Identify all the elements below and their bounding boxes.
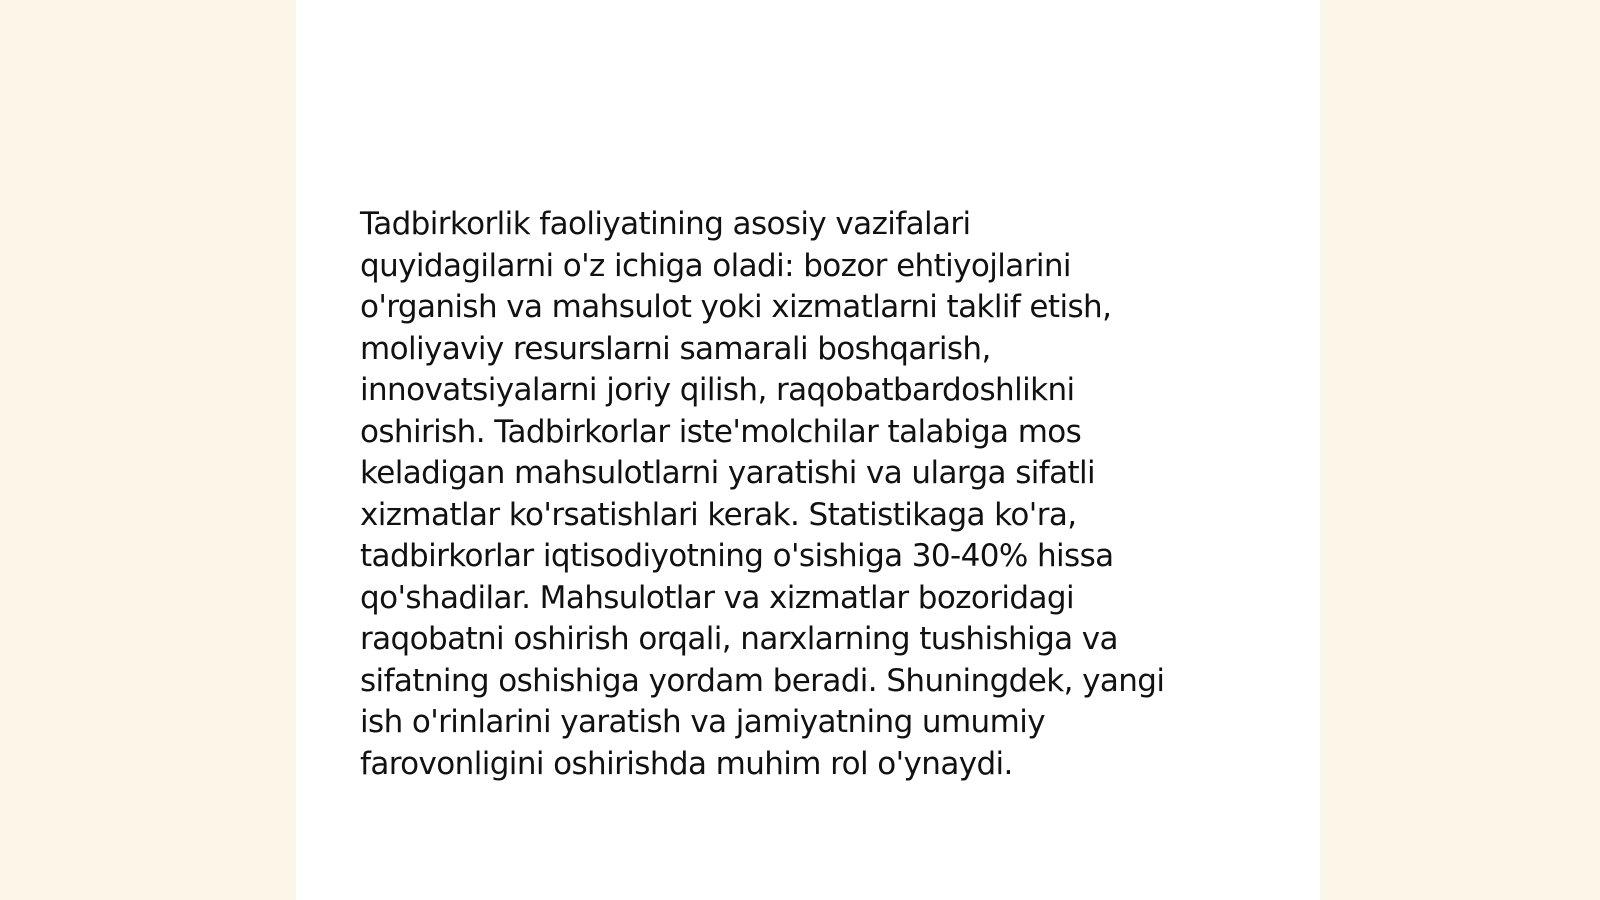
text-line: o'rganish va mahsulot yoki xizmatlarni taklif etish, [360,289,1112,325]
text-line: keladigan mahsulotlarni yaratishi va ularga sifatli [360,455,1096,491]
text-line: farovonligini oshirishda muhim rol o'ynaydi. [360,745,1013,782]
text-line: qo'shadilar. Mahsulotlar va xizmatlar bozoridagi [360,579,1074,616]
text-line: sifatning oshishiga yordam beradi. Shuningdek, yangi [360,662,1165,699]
text-line: ish o'rinlarini yaratish va jamiyatning umumiy [360,704,1045,740]
text-line: quyidagilarni o'z ichiga oladi: bozor ehtiyojlarini [360,247,1071,284]
text-line: innovatsiyalarni joriy qilish, raqobatbardoshlikni [360,372,1075,408]
text-line: xizmatlar ko'rsatishlari kerak. Statistikaga ko'ra, [360,496,1077,533]
text-line: moliyaviy resurslarni samarali boshqarish, [360,330,991,367]
text-line: oshirish. Tadbirkorlar iste'molchilar talabiga mos [360,413,1082,450]
text-line: Tadbirkorlik faoliyatining asosiy vazifalari [360,206,971,242]
text-line: tadbirkorlar iqtisodiyotning o'sishiga 30-40% hissa [360,538,1114,574]
slide-panel [296,0,1320,900]
slide-body-text [360,204,1260,785]
text-line: raqobatni oshirish orqali, narxlarning tushishiga va [360,621,1118,657]
